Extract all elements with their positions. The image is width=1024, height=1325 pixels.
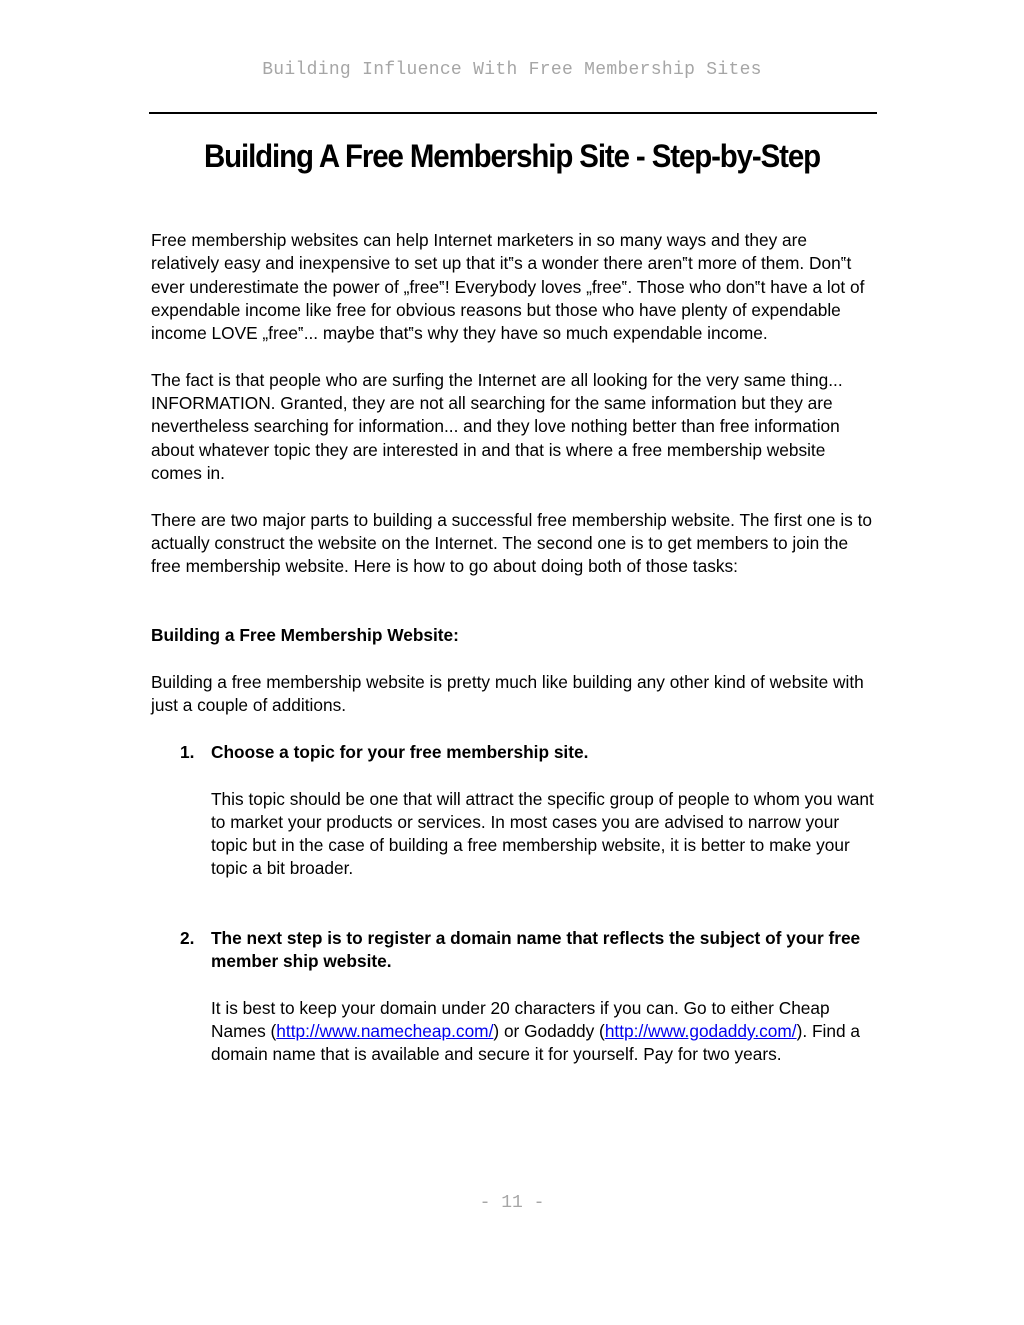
intro-paragraph-1: Free membership websites can help Internet marketers in so many ways and they are relatively easy and inexpensive to set up that it‟s a wonder there aren‟t more of them. Don‟t ever underestimate the power of „free‟! Everybody loves „free‟. Those who don‟t have a lot of expendable income like free for obvious reasons but those who have plenty of expendable income LOVE „free‟... maybe that‟s why they have so much expendable income. [151, 230, 865, 344]
section-intro: Building a free membership website is pretty much like building any other kind of website with just a couple of additions. [151, 672, 864, 716]
page-title: Building A Free Membership Site - Step-by-Step [203, 138, 821, 174]
list-item-step-1 [151, 741, 877, 881]
step-title: Choose a topic for your free membership site. [211, 741, 589, 762]
step-title: The next step is to register a domain name that reflects the subject of your free member ship website. [211, 927, 861, 972]
section-heading: Building a Free Membership Website: [151, 625, 459, 646]
godaddy-link[interactable]: http://www.godaddy.com/ [604, 1020, 797, 1041]
step-body-text: ). Find a domain name that is available and secure it for yourself. Pay for two years. [211, 1020, 860, 1065]
step-body [211, 997, 877, 1067]
step-number: 2. [180, 927, 195, 948]
step-body-text: ) or Godaddy ( [493, 1020, 605, 1041]
page-number: - 11 - [479, 1193, 545, 1213]
intro-paragraph-3: There are two major parts to building a successful free membership website. The first one is to actually construct the website on the Internet. The second one is to get members to join the free membership website. Here is how to go about doing both of those tasks: [151, 509, 873, 577]
list-item-step-2 [151, 927, 877, 1067]
step-body-text: It is best to keep your domain under 20 characters if you can. Go to either Cheap Names ( [211, 997, 830, 1041]
document-body [151, 229, 877, 1090]
steps-list [151, 741, 877, 1067]
namecheap-link[interactable]: http://www.namecheap.com/ [276, 1020, 494, 1041]
intro-paragraph-2: The fact is that people who are surfing the Internet are all looking for the very same thing... INFORMATION. Granted, they are not all searching for the same information but they are nevertheless searching for information... and they love nothing better than free information about whatever topic they are interested in and that is where a free membership website comes in. [151, 369, 843, 483]
step-number: 1. [180, 741, 195, 762]
step-body: This topic should be one that will attract the specific group of people to whom you want to market your products or services. In most cases you are advised to narrow your topic but in the case of building a free membership website, it is better to make your topic a bit broader. [211, 788, 874, 879]
running-header: Building Influence With Free Membership Sites [262, 60, 762, 80]
header-divider [149, 112, 877, 114]
